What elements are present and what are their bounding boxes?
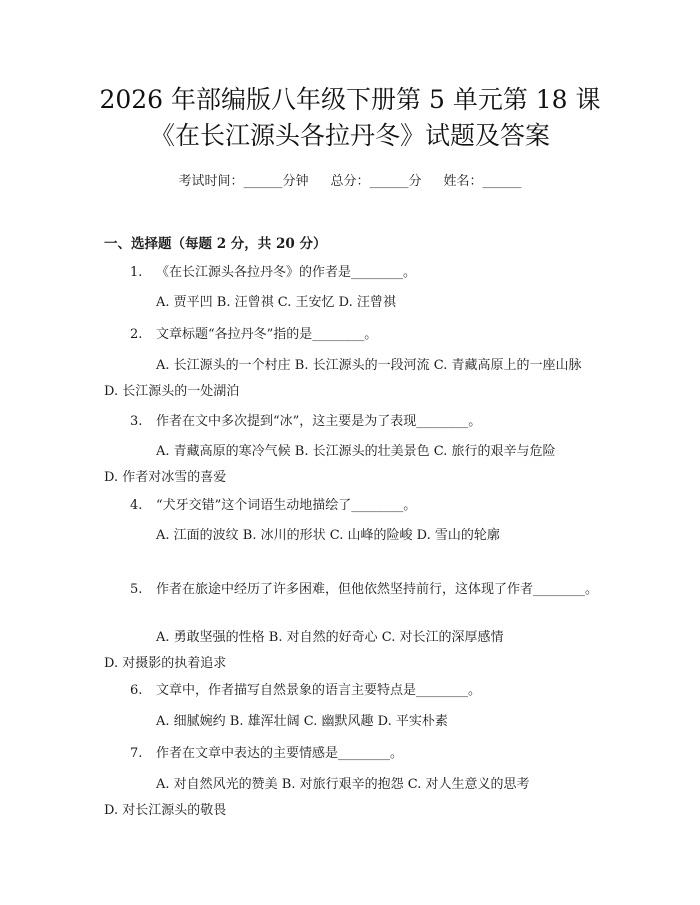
option: B. 对旅行艰辛的抱怨 — [281, 777, 404, 792]
question-text: 作者在旅途中经历了许多困难，但他依然坚持前行，这体现了作者________。 — [156, 582, 599, 597]
option: D. 汪曾祺 — [338, 295, 396, 310]
question-number: 3. — [130, 414, 143, 429]
option: B. 雄浑壮阔 — [229, 714, 300, 729]
question-stem — [104, 741, 609, 767]
option: D. 长江源头的一处湖泊 — [104, 384, 240, 399]
question-text: 《在长江源头各拉丹冬》的作者是________。 — [156, 265, 417, 280]
question-options — [104, 290, 616, 316]
section-heading: 一、选择题（每题 2 分，共 20 分） — [104, 236, 327, 252]
option: C. 山峰的险峻 — [329, 528, 413, 543]
question-options — [104, 709, 616, 735]
option: A. 青藏高原的寒冷气候 — [156, 444, 291, 459]
exam-meta — [0, 170, 700, 189]
option: B. 长江源头的一段河流 — [294, 358, 430, 373]
exam-time: 考试时间：______分钟 — [178, 174, 309, 189]
question-stem — [104, 493, 609, 519]
question-options — [104, 523, 616, 549]
question-options — [104, 772, 616, 824]
doc-title-line1: 2026 年部编版八年级下册第 5 单元第 18 课 — [99, 85, 601, 114]
option: D. 作者对冰雪的喜爱 — [104, 470, 227, 485]
option: A. 贾平凹 — [156, 295, 213, 310]
option: D. 对摄影的执着追求 — [104, 656, 227, 671]
question-text: “犬牙交错”这个词语生动地描绘了________。 — [156, 498, 417, 513]
option: B. 长江源头的壮美景色 — [294, 444, 430, 459]
option: C. 王安忆 — [277, 295, 335, 310]
question-number: 4. — [130, 498, 143, 513]
question-text: 作者在文中多次提到“冰”，这主要是为了表现________。 — [156, 414, 482, 429]
option: A. 细腻婉约 — [156, 714, 226, 729]
option: B. 对自然的好奇心 — [268, 630, 378, 645]
question-text: 文章中，作者描写自然景象的语言主要特点是________。 — [156, 683, 482, 698]
option: C. 旅行的艰辛与危险 — [433, 444, 556, 459]
option: D. 雪山的轮廓 — [416, 528, 500, 543]
question-text: 文章标题“各拉丹冬”指的是________。 — [156, 327, 378, 342]
doc-title-line2: 《在长江源头各拉丹冬》试题及答案 — [149, 121, 550, 150]
question-stem — [104, 678, 609, 704]
option: A. 勇敢坚强的性格 — [156, 630, 265, 645]
question-number: 7. — [130, 746, 143, 761]
question-stem — [104, 577, 609, 603]
total-score: 总分：______分 — [330, 174, 422, 189]
question-stem — [104, 260, 609, 286]
question-options — [104, 625, 616, 677]
option: A. 江面的波纹 — [156, 528, 239, 543]
option: C. 对人生意义的思考 — [407, 777, 530, 792]
option: D. 对长江源头的敬畏 — [104, 803, 227, 818]
question-number: 1. — [130, 265, 143, 280]
option: C. 青藏高原上的一座山脉 — [433, 358, 582, 373]
question-text: 作者在文章中表达的主要情感是________。 — [156, 746, 404, 761]
question-stem — [104, 322, 609, 348]
option: A. 长江源头的一个村庄 — [156, 358, 291, 373]
question-options — [104, 439, 616, 491]
question-options — [104, 353, 616, 405]
question-stem — [104, 409, 609, 435]
question-number: 2. — [130, 327, 143, 342]
question-number: 5. — [130, 582, 143, 597]
option: C. 对长江的深厚感情 — [381, 630, 504, 645]
option: B. 冰川的形状 — [242, 528, 326, 543]
option: D. 平实朴素 — [377, 714, 448, 729]
option: B. 汪曾祺 — [216, 295, 274, 310]
student-name: 姓名：______ — [443, 174, 522, 189]
option: C. 幽默风趣 — [303, 714, 374, 729]
question-number: 6. — [130, 683, 143, 698]
option: A. 对自然风光的赞美 — [156, 777, 278, 792]
